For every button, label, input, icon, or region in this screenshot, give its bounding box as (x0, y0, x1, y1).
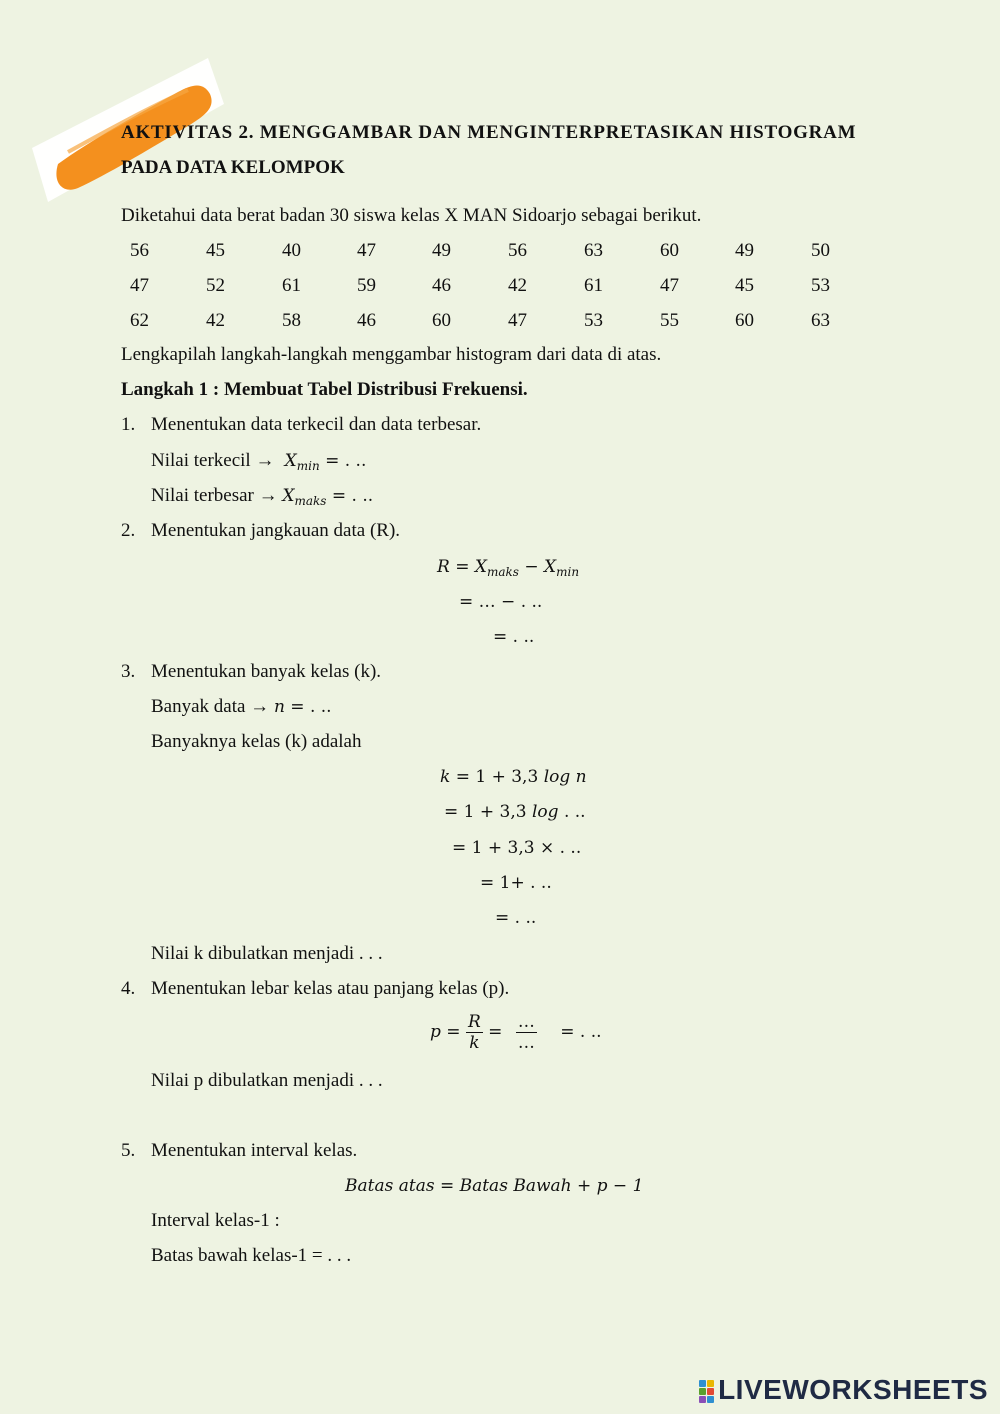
r-over-k-fraction: $\frac{R}{k}$ (467, 1012, 481, 1053)
title-text-1: AKTIVITAS 2. MENGGAMBAR DAN MENGINTERPRETASIKAN HISTOGRAM (121, 122, 857, 143)
min-label: Nilai terkecil → (151, 450, 275, 471)
step-1-text: Menentukan data terkecil dan data terbesar. (151, 414, 482, 435)
n-dots: = . .. (290, 697, 332, 717)
data-cell: 56 (130, 240, 149, 261)
data-cell: 53 (811, 275, 830, 296)
data-cell: 61 (584, 275, 603, 296)
data-cell: 63 (811, 310, 830, 331)
n-line (151, 696, 332, 718)
n-formula: n = . .. (273, 697, 332, 717)
data-cell: 47 (508, 310, 527, 331)
p-tail: = . .. (560, 1022, 602, 1042)
interval-label: Interval kelas-1 : (151, 1210, 280, 1231)
lower-bound-text: Batas bawah kelas-1 = . . . (151, 1245, 352, 1266)
data-cell: 46 (357, 310, 376, 331)
step-2-text: Menentukan jangkauan data (R). (151, 520, 401, 541)
frac-bottom: … (517, 1033, 535, 1053)
k-eq2-head: = 1 + 3,3 (444, 802, 527, 822)
data-cell: 45 (735, 275, 754, 296)
data-cell: 40 (282, 240, 301, 261)
data-cell: 47 (357, 240, 376, 261)
k-intro: Banyaknya kelas (k) adalah (151, 731, 362, 752)
data-cell: 60 (735, 310, 754, 331)
data-cell: 47 (660, 275, 679, 296)
instruction-text: Lengkapilah langkah-langkah menggambar histogram dari data di atas. (121, 344, 662, 365)
liveworksheets-icon (699, 1380, 714, 1403)
title-line-2: PADA DATA KELOMPOK (121, 157, 345, 178)
k-eq-2: = 1 + 3,3 log . .. (444, 802, 586, 822)
max-value-line (151, 485, 373, 512)
step-heading: Langkah 1 : Membuat Tabel Distribusi Frekuensi. (121, 379, 528, 400)
k-eq-5: = . .. (495, 908, 537, 928)
interval-formula: Batas atas = Batas Bawah + p − 1 (345, 1176, 644, 1196)
intro-text: Diketahui data berat badan 30 siswa kelas X MAN Sidoarjo sebagai berikut. (121, 205, 702, 226)
range-eq-2: = … − . .. (459, 592, 543, 612)
data-cell: 63 (584, 240, 603, 261)
min-value-line (151, 450, 366, 477)
data-cell: 59 (357, 275, 376, 296)
x-max-formula: $X_{maks}$ = . .. (282, 486, 374, 508)
step-4-text: Menentukan lebar kelas atau panjang kelas (p). (151, 978, 510, 999)
data-cell: 50 (811, 240, 830, 261)
p-formula: p = $\frac{R}{k}$ = $\frac{\dots}{\dots}$ = . .. (430, 1012, 602, 1053)
k-round-text: Nilai k dibulatkan menjadi . . . (151, 943, 383, 964)
step-3-text: Menentukan banyak kelas (k). (151, 661, 382, 682)
data-cell: 56 (508, 240, 527, 261)
min-dots: = . .. (325, 451, 367, 471)
data-cell: 47 (130, 275, 149, 296)
k-eq-3: = 1 + 3,3 × . .. (452, 838, 582, 858)
data-cell: 42 (206, 310, 225, 331)
step-1-number: 1. (121, 414, 136, 435)
data-cell: 62 (130, 310, 149, 331)
data-cell: 53 (584, 310, 603, 331)
data-cell: 55 (660, 310, 679, 331)
data-cell: 42 (508, 275, 527, 296)
max-dots: = . .. (331, 486, 374, 506)
brand-name: LIVEWORKSHEETS (718, 1374, 988, 1405)
range-eq-3: = . .. (493, 627, 535, 647)
liveworksheets-logo (699, 1374, 988, 1406)
title-line-1 (121, 122, 879, 144)
step-5-text: Menentukan interval kelas. (151, 1140, 358, 1161)
step-3-number: 3. (121, 661, 136, 682)
max-label: Nilai terbesar → (151, 485, 278, 506)
data-cell: 61 (282, 275, 301, 296)
data-cell: 58 (282, 310, 301, 331)
k-eq1: = 1 + 3,3 (455, 767, 539, 787)
x-min-formula: $X_{min}$ = . .. (284, 451, 367, 473)
data-cell: 52 (206, 275, 225, 296)
p-round-text: Nilai p dibulatkan menjadi . . . (151, 1070, 383, 1091)
data-cell: 60 (660, 240, 679, 261)
data-cell: 49 (735, 240, 754, 261)
k-eq-4: = 1+ . .. (480, 873, 552, 893)
frac-top: … (517, 1012, 535, 1032)
data-cell: 45 (206, 240, 225, 261)
step-2-number: 2. (121, 520, 136, 541)
n-label: Banyak data → (151, 696, 270, 717)
data-cell: 49 (432, 240, 451, 261)
data-cell: 46 (432, 275, 451, 296)
range-formula: $R = X_{maks} - X_{min}$ (437, 557, 580, 579)
k-eq2-tail: . .. (563, 802, 586, 822)
dots-fraction (516, 1012, 537, 1053)
step-5-number: 5. (121, 1140, 136, 1161)
step-4-number: 4. (121, 978, 136, 999)
k-formula: k = 1 + 3,3 log n (440, 767, 587, 787)
data-cell: 60 (432, 310, 451, 331)
